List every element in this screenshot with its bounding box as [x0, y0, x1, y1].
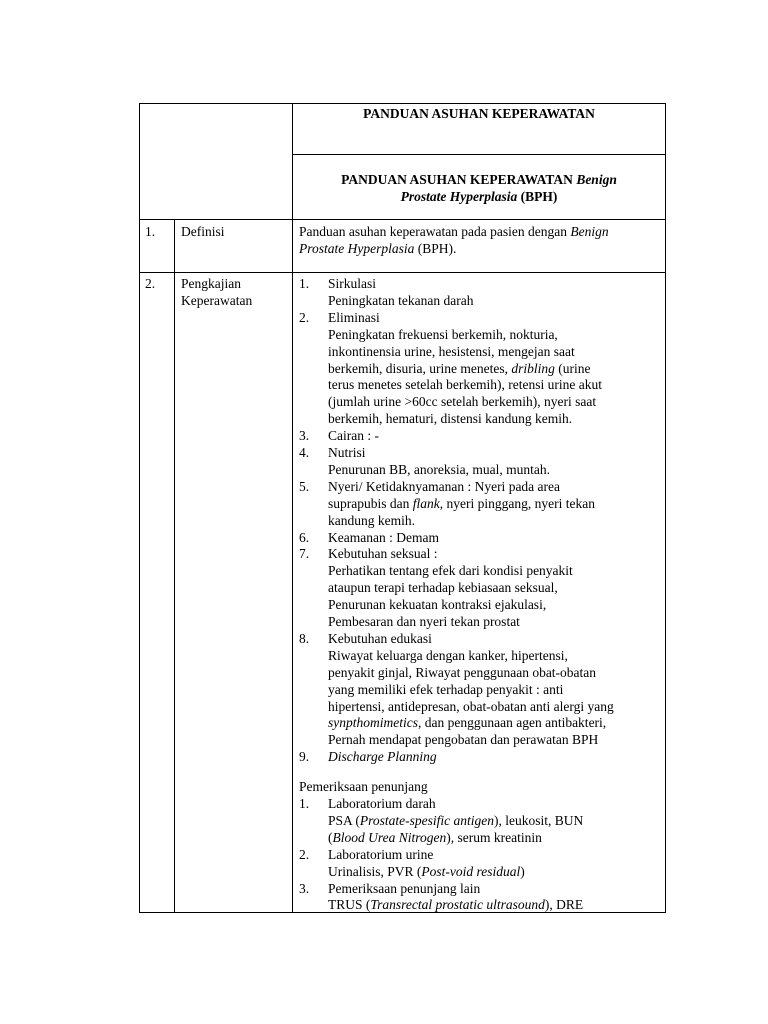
list-text: (jumlah urine >60cc setelah berkemih), nyeri saat [328, 394, 597, 410]
list-line [328, 529, 439, 546]
list-text: Laboratorium urine [328, 846, 434, 862]
list-italic-text: Transrectal prostatic ultrasound [370, 897, 545, 913]
list-number: 6. [299, 529, 310, 545]
list-italic-text: Post-void residual [421, 863, 521, 879]
list-line [328, 292, 473, 309]
list-line [328, 748, 437, 765]
document-table [139, 103, 666, 913]
list-text: inkontinensia urine, hesistensi, mengejan saat [328, 343, 575, 359]
definition-line-2: Prostate Hyperplasia (BPH). [299, 241, 457, 256]
list-line [328, 647, 568, 664]
list-text: Kebutuhan edukasi [328, 630, 432, 646]
list-text: penyakit ginjal, Riwayat penggunaan obat-obatan [328, 664, 597, 680]
column-divider-2 [292, 103, 293, 913]
row-label-definisi: Definisi [181, 224, 225, 239]
table-border-left [139, 103, 140, 913]
list-text-rest: (urine [558, 360, 591, 376]
list-text: Pembesaran dan nyeri tekan prostat [328, 614, 520, 629]
definition-line-1: Panduan asuhan keperawatan pada pasien dengan Benign [299, 224, 609, 239]
table-border-right [665, 103, 666, 913]
list-line [328, 664, 596, 681]
list-text: Peningkatan tekanan darah [328, 292, 474, 308]
list-line [328, 393, 596, 410]
list-line [328, 613, 520, 630]
list-text: Kebutuhan seksual : [328, 546, 438, 562]
list-text-rest: ), serum kreatinin [446, 829, 542, 845]
list-text: ( [328, 829, 333, 845]
list-number: 5. [299, 478, 310, 494]
list-text: Pernah mendapat pengobatan dan perawatan BPH [328, 732, 599, 748]
list-line [328, 444, 366, 461]
list-line [328, 309, 380, 326]
list-line [328, 863, 525, 880]
row-divider-1 [139, 219, 666, 220]
list-line [328, 596, 546, 613]
list-text: suprapubis dan [328, 495, 410, 511]
list-line [328, 545, 437, 562]
list-text: Penurunan BB, anoreksia, mual, muntah. [328, 461, 550, 477]
list-text: berkemih, hematuri, distensi kandung kemih. [328, 411, 573, 427]
list-text: terus menetes setelah berkemih), retensi urine akut [328, 377, 603, 393]
list-text-rest: , dan penggunaan agen antibakteri, [418, 715, 607, 731]
row-number-2: 2. [145, 276, 156, 291]
list-line [328, 795, 436, 812]
list-text-rest: ) [520, 863, 525, 879]
subtitle-line-1: PANDUAN ASUHAN KEPERAWATAN Benign [341, 172, 617, 187]
list-text: Pemeriksaan penunjang lain [328, 880, 481, 896]
list-line [328, 478, 560, 495]
list-number: 8. [299, 630, 310, 646]
list-text: kandung kemih. [328, 512, 415, 528]
list-line [328, 326, 558, 343]
table-border-top [139, 103, 666, 104]
list-number: 9. [299, 749, 310, 765]
list-text: Keamanan : Demam [328, 529, 439, 545]
list-number: 2. [299, 846, 310, 862]
list-text: Riwayat keluarga dengan kanker, hipertensi, [328, 647, 568, 663]
list-text: Nutrisi [328, 445, 366, 460]
list-italic-text: Discharge Planning [328, 749, 437, 765]
list-line [328, 579, 558, 596]
list-line [328, 731, 598, 748]
list-italic-text: dribling [511, 360, 555, 376]
list-line [328, 410, 572, 427]
list-number: 2. [299, 309, 310, 325]
header-divider [292, 154, 666, 155]
list-text: TRUS ( [328, 897, 371, 913]
list-line [328, 427, 379, 444]
list-line [328, 360, 590, 377]
subtitle-line-2: Prostate Hyperplasia (BPH) [400, 189, 558, 204]
list-line [328, 714, 606, 731]
list-text-rest: ), DRE [544, 897, 584, 913]
list-text: berkemih, disuria, urine menetes, [328, 360, 508, 376]
list-number: 4. [299, 445, 310, 460]
list-line [328, 698, 614, 715]
list-line [328, 896, 583, 913]
row-label-keperawatan: Keperawatan [181, 293, 253, 308]
page-title: PANDUAN ASUHAN KEPERAWATAN [363, 106, 595, 121]
list-italic-text: Blood Urea Nitrogen [332, 829, 447, 845]
row-divider-2 [139, 272, 666, 273]
list-italic-text: flank [412, 495, 440, 511]
list-text: Nyeri/ Ketidaknyamanan : Nyeri pada area [328, 478, 561, 494]
list-number: 1. [299, 796, 310, 811]
list-text-rest: ), leukosit, BUN [494, 812, 584, 828]
list-text: Urinalisis, PVR ( [328, 863, 422, 879]
list-text: ataupun terapi terhadap kebiasaan seksual, [328, 580, 558, 596]
list-number: 7. [299, 546, 310, 562]
list-number: 3. [299, 428, 310, 444]
list-line [328, 829, 542, 846]
column-divider-1 [174, 219, 175, 913]
list-line [328, 512, 415, 529]
list-text: hipertensi, antidepresan, obat-obatan anti alergi yang [328, 698, 614, 714]
row-number-1: 1. [145, 224, 156, 239]
list-text: Cairan : - [328, 428, 379, 444]
list-line [328, 880, 480, 897]
list-line [328, 630, 432, 647]
list-text: yang memiliki efek terhadap penyakit : anti [328, 681, 564, 697]
list-line [328, 275, 376, 292]
list-text: Eliminasi [328, 309, 380, 325]
list-italic-text: synpthomimetics [328, 715, 418, 731]
support-title: Pemeriksaan penunjang [299, 779, 428, 794]
list-text: Peningkatan frekuensi berkemih, nokturia, [328, 326, 558, 342]
list-line [328, 846, 433, 863]
list-line [328, 681, 563, 698]
list-line [328, 495, 595, 512]
list-number: 3. [299, 880, 310, 896]
list-line [328, 461, 550, 478]
list-italic-text: Prostate-spesific antigen [359, 812, 495, 828]
list-line [328, 562, 573, 579]
list-line [328, 376, 602, 393]
list-text: Laboratorium darah [328, 796, 436, 811]
list-line [328, 343, 575, 360]
list-number: 1. [299, 276, 310, 291]
list-text: Sirkulasi [328, 276, 377, 291]
list-text: PSA ( [328, 812, 360, 828]
list-text: Perhatikan tentang efek dari kondisi penyakit [328, 563, 573, 579]
list-line [328, 812, 583, 829]
list-text: Penurunan kekuatan kontraksi ejakulasi, [328, 597, 547, 613]
list-text-rest: , nyeri pinggang, nyeri tekan [439, 495, 595, 511]
row-label-pengkajian: Pengkajian [181, 276, 241, 291]
